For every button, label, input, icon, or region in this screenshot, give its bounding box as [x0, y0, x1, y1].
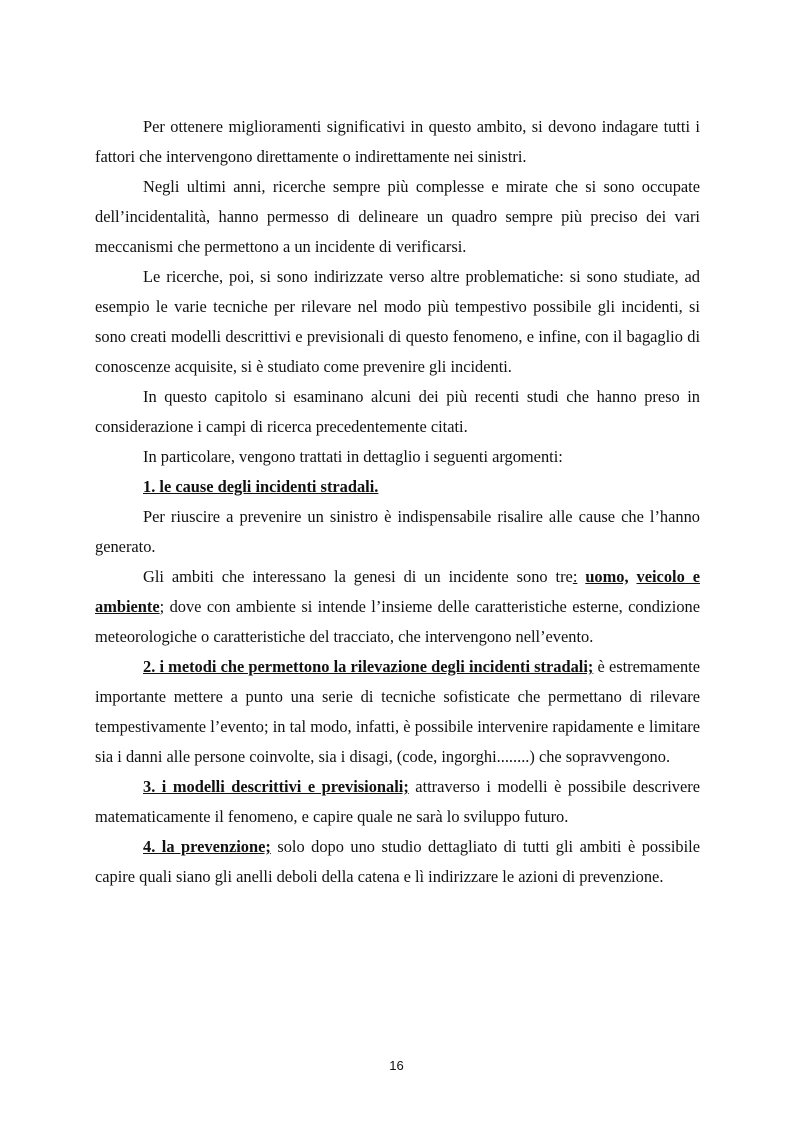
- factors-colon: :: [572, 567, 578, 586]
- paragraph-recent-research: Negli ultimi anni, ricerche sempre più complesse e mirate che si sono occupate dell’incidentalità, hanno permesso di delineare un quadro sempre più preciso dei vari meccanismi che permettono a un incidente di verificarsi.: [95, 177, 700, 256]
- paragraph-intro: Per ottenere miglioramenti significativi in questo ambito, si devono indagare tutti i fattori che intervengono direttamente o indirettamente nei sinistri.: [95, 117, 700, 166]
- topic-3-body: attraverso i modelli è possibile descrivere matematicamente il fenomeno, e capire quale ne sarà lo sviluppo futuro.: [95, 777, 700, 826]
- page-number: 16: [389, 1058, 404, 1073]
- topic-1-heading: [95, 472, 700, 502]
- topic-4: [95, 832, 700, 892]
- factor-vehicle-environment: veicolo e ambiente: [95, 567, 700, 616]
- topic-1-heading-text: 1. le cause degli incidenti stradali.: [143, 477, 379, 496]
- topic-2: [95, 652, 700, 772]
- paragraph-topics-intro: In particolare, vengono trattati in dettaglio i seguenti argomenti:: [143, 447, 563, 466]
- topic-3-heading: 3. i modelli descrittivi e previsionali;: [143, 777, 409, 796]
- topic-4-heading: 4. la prevenzione;: [143, 837, 271, 856]
- topic-4-body: solo dopo uno studio dettagliato di tutti gli ambiti è possibile capire quali siano gli anelli deboli della catena e lì indirizzare le azioni di prevenzione.: [95, 837, 700, 886]
- paragraph-causes: Per riuscire a prevenire un sinistro è indispensabile risalire alle cause che l’hanno generato.: [95, 507, 700, 556]
- paragraph-factors: [95, 562, 700, 652]
- topic-2-heading: 2. i metodi che permettono la rilevazione degli incidenti stradali;: [143, 657, 594, 676]
- paragraph-chapter-scope: In questo capitolo si esaminano alcuni dei più recenti studi che hanno preso in considerazione i campi di ricerca precedentemente citati.: [95, 387, 700, 436]
- topic-2-body: è estremamente importante mettere a punto una serie di tecniche sofisticate che permettano di rilevare tempestivamente l’evento; in tal modo, infatti, è possibile intervenire rapidamente e limitare sia i danni alle persone coinvolte, sia i disagi, (code, ingorghi........) che sopravvengono.: [95, 657, 700, 766]
- factors-lead: Gli ambiti che interessano la genesi di un incidente sono tre: [143, 567, 573, 586]
- factors-description: ; dove con ambiente si intende l’insieme delle caratteristiche esterne, condizione meteorologiche o caratteristiche del tracciato, che intervengono nell’evento.: [95, 597, 700, 646]
- paragraph-research-directions: Le ricerche, poi, si sono indirizzate verso altre problematiche: si sono studiate, ad esempio le varie tecniche per rilevare nel modo più tempestivo possibile gli incidenti, si sono creati modelli descrittivi e previsionali di questo fenomeno, e infine, con il bagaglio di conoscenze acquisite, si è studiato come prevenire gli incidenti.: [95, 267, 700, 376]
- topic-3: [95, 772, 700, 832]
- factor-human: uomo,: [585, 567, 629, 586]
- body-text: [95, 112, 700, 892]
